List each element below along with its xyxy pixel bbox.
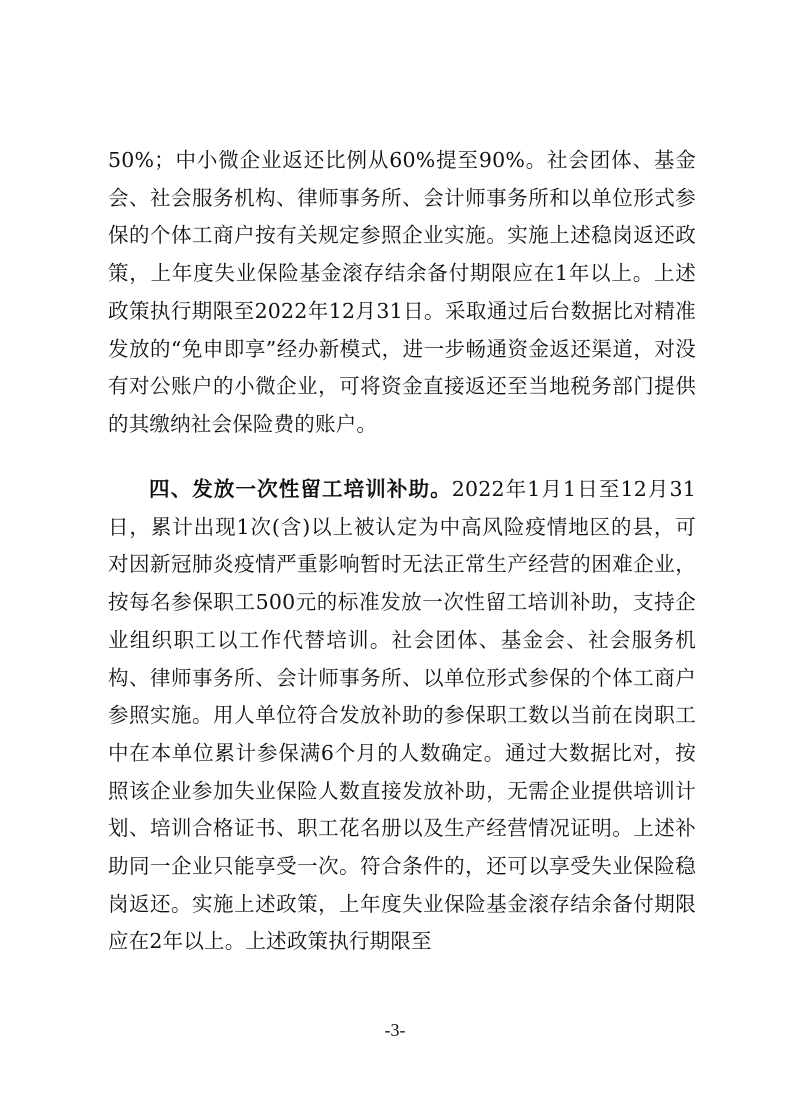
paragraph-continuation	[108, 142, 696, 444]
page-number: -3-	[384, 1020, 406, 1040]
paragraph-body: 2022年1月1日至12月31日，累计出现1次(含)以上被认定为中高风险疫情地区的县，可对因新冠肺炎疫情严重影响暂时无法正常生产经营的困难企业，按每名参保职工500元的标准发放一次性留工培训补助，支持企业组织职工以工作代替培训。社会团体、基金会、社会服务机构、律师事务所、会计师事务所、以单位形式参保的个体工商户参照实施。用人单位符合发放补助的参保职工数以当前在岗职工中在本单位累计参保满6个月的人数确定。通过大数据比对，按照该企业参加失业保险人数直接发放补助，无需企业提供培训计划、培训合格证书、职工花名册以及生产经营情况证明。上述补助同一企业只能享受一次。符合条件的，还可以享受失业保险稳岗返还。实施上述政策，上年度失业保险基金滚存结余备付期限应在2年以上。上述政策执行期限至	[108, 477, 696, 954]
paragraph-body: 50%；中小微企业返还比例从60%提至90%。社会团体、基金会、社会服务机构、律师事务所、会计师事务所和以单位形式参保的个体工商户按有关规定参照企业实施。实施上述稳岗返还政策，上年度失业保险基金滚存结余备付期限应在1年以上。上述政策执行期限至2022年12月31日。采取通过后台数据比对精准发放的“免申即享”经办新模式，进一步畅通资金返还渠道，对没有对公账户的小微企业，可将资金直接返还至当地税务部门提供的其缴纳社会保险费的账户。	[108, 148, 696, 436]
section-heading: 四、发放一次性留工培训补助。	[149, 477, 452, 501]
paragraph-section-four	[108, 471, 696, 961]
